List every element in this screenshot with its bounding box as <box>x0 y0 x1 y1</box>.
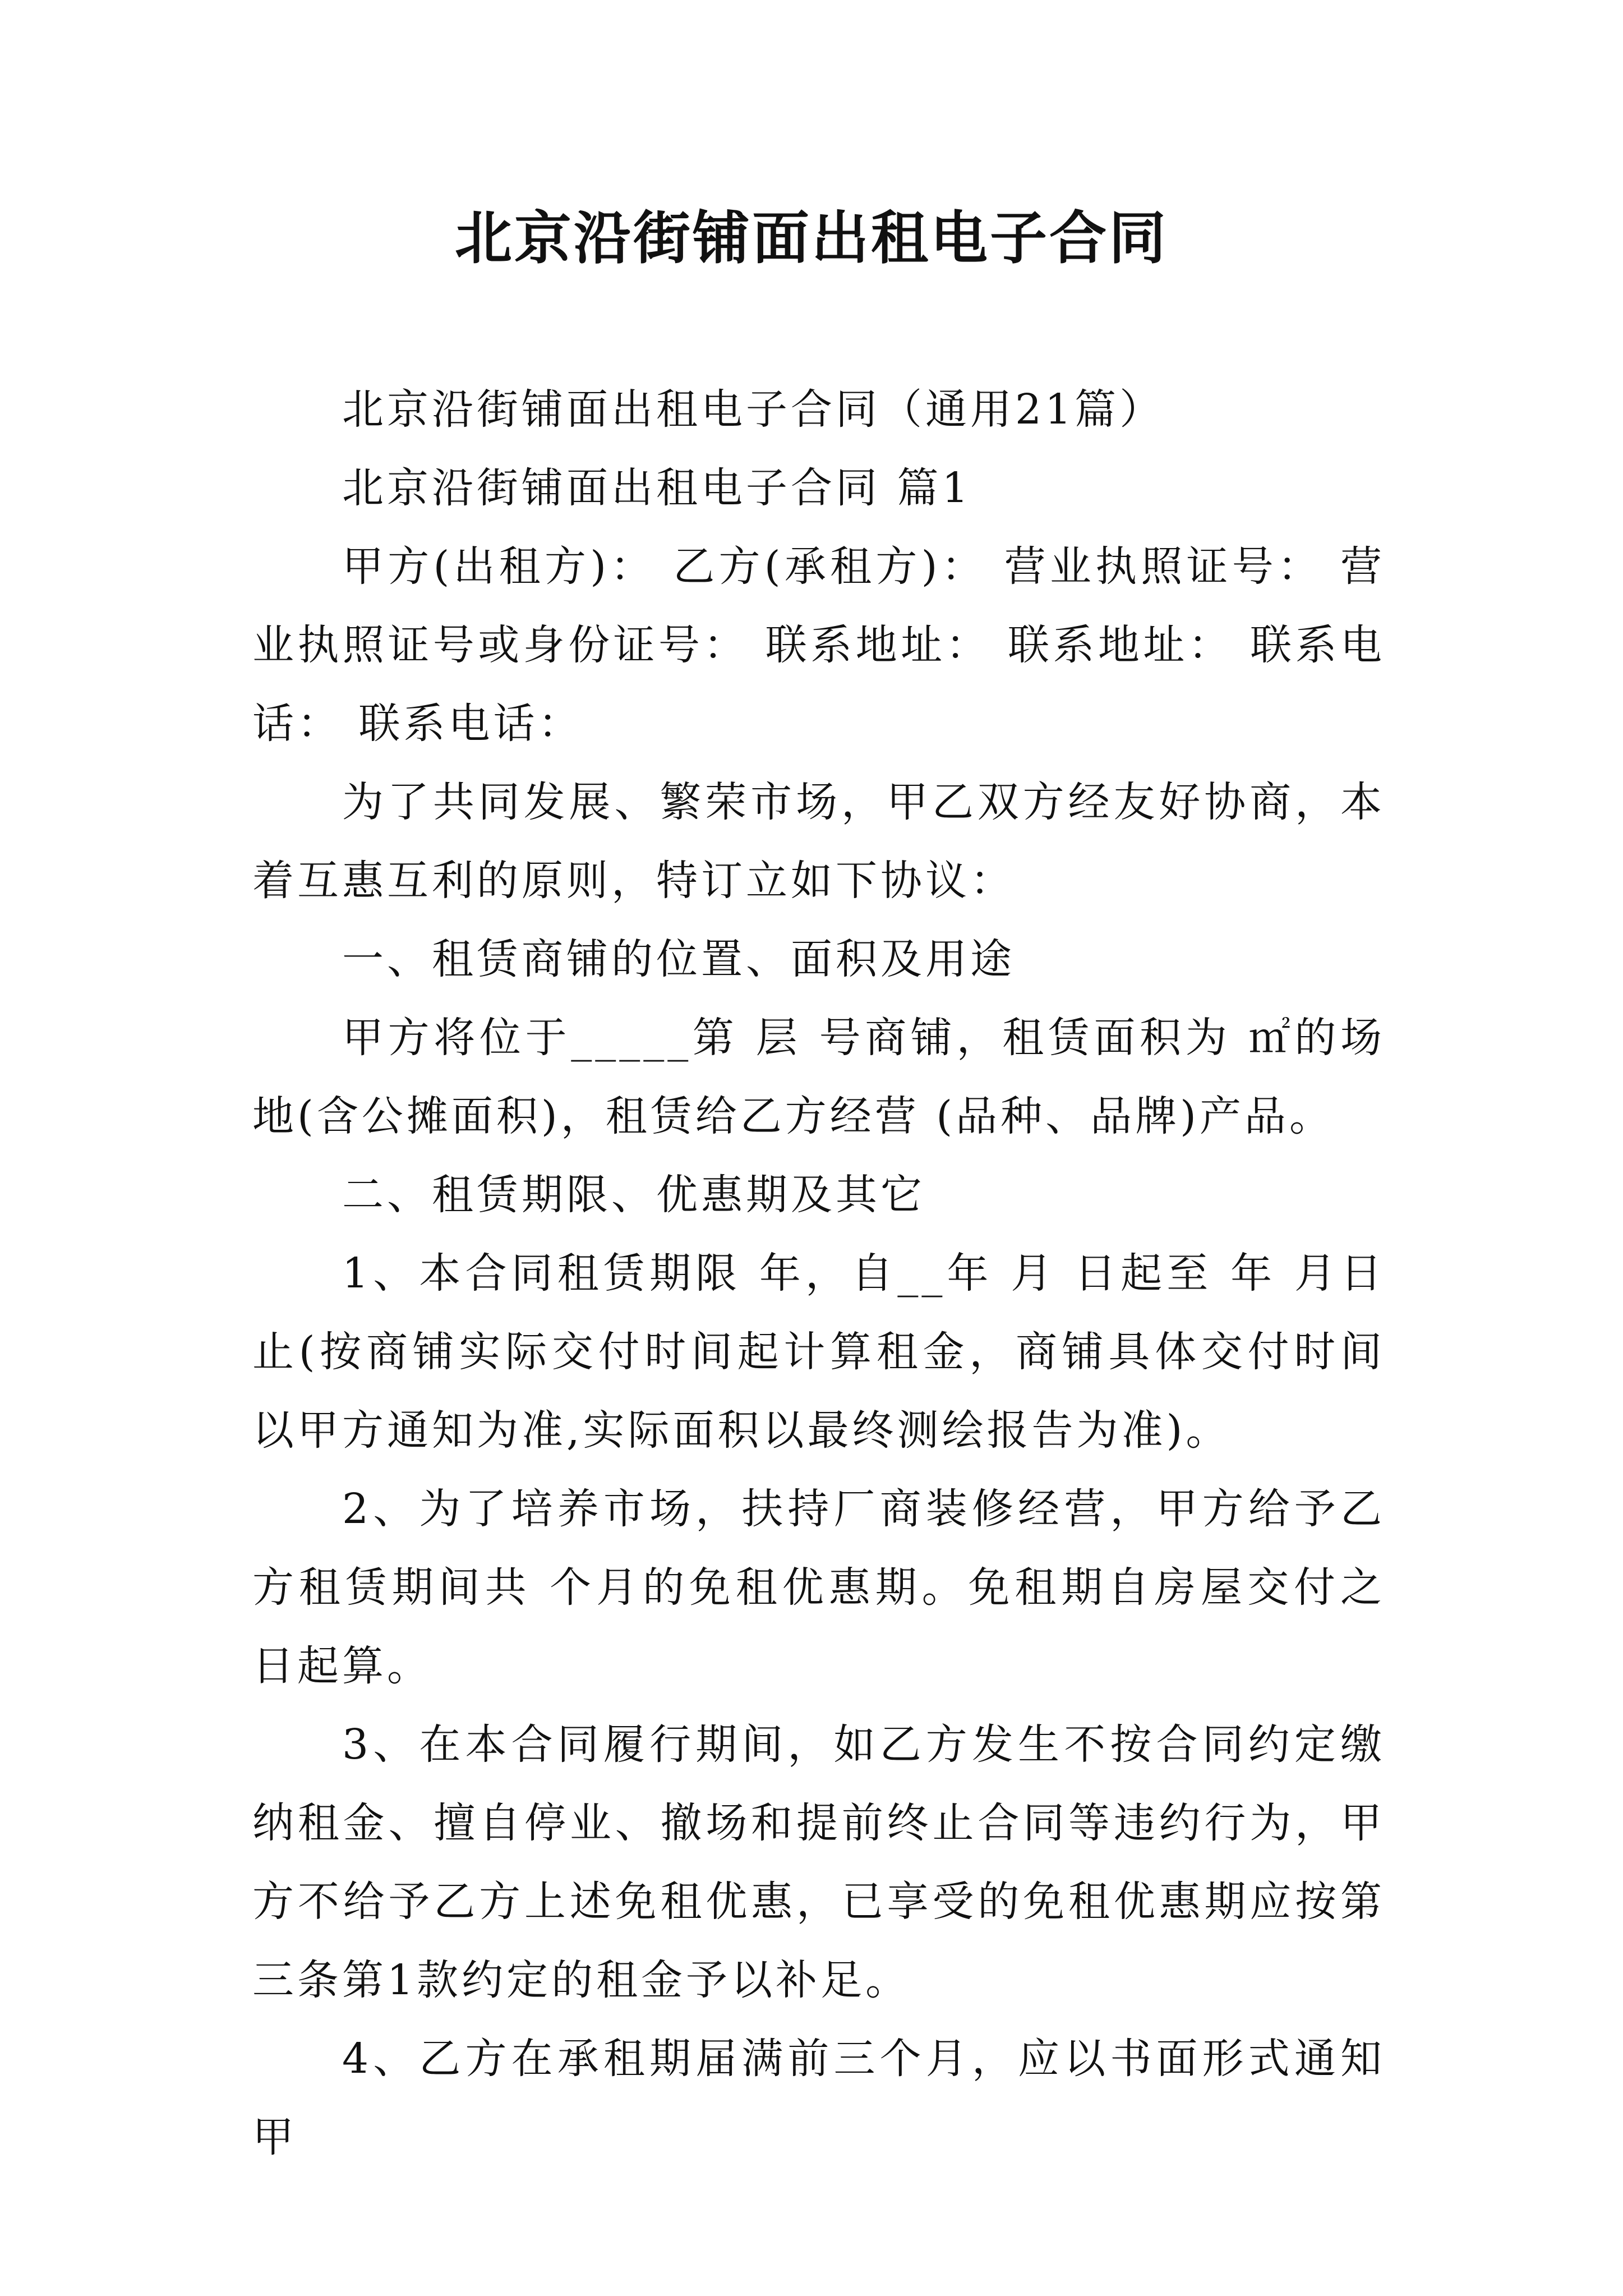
paragraph-rent-free: 2、为了培养市场，扶持厂商装修经营，甲方给予乙方租赁期间共 个月的免租优惠期。免租期自房屋交付之日起算。 <box>252 1485 1385 1690</box>
paragraph-subtitle: 北京沿街铺面出租电子合同（通用21篇） <box>342 385 1165 434</box>
paragraph-term: 1、本合同租赁期限 年，自__年 月 日起至 年 月日止(按商铺实际交付时间起计算租金，商铺具体交付时间以甲方通知为准,实际面积以最终测绘报告为准)。 <box>252 1249 1385 1455</box>
paragraph-clause-heading-2: 二、租赁期限、优惠期及其它 <box>342 1171 925 1219</box>
paragraph-breach: 3、在本合同履行期间，如乙方发生不按合同约定缴纳租金、擅自停业、撤场和提前终止合同等违约行为，甲方不给予乙方上述免租优惠，已享受的免租优惠期应按第三条第1款约定的租金予以补足。 <box>252 1720 1385 2004</box>
paragraph-clause-heading-1: 一、租赁商铺的位置、面积及用途 <box>342 935 1015 983</box>
paragraph-section-heading: 北京沿街铺面出租电子合同 篇1 <box>342 464 972 512</box>
paragraph-preamble: 为了共同发展、繁荣市场，甲乙双方经友好协商，本着互惠互利的原则，特订立如下协议： <box>252 778 1385 905</box>
document-body <box>252 370 1385 2177</box>
paragraph-renewal-notice: 4、乙方在承租期届满前三个月，应以书面形式通知甲 <box>252 2035 1385 2161</box>
paragraph-parties: 甲方(出租方)： 乙方(承租方)： 营业执照证号： 营业执照证号或身份证号： 联系地址： 联系地址： 联系电话： 联系电话： <box>252 542 1385 748</box>
document-title: 北京沿街铺面出租电子合同 <box>455 205 1168 272</box>
paragraph-location: 甲方将位于_____第 层 号商铺，租赁面积为 ㎡的场地(含公摊面积)，租赁给乙方经营 (品种、品牌)产品。 <box>252 1014 1385 1140</box>
